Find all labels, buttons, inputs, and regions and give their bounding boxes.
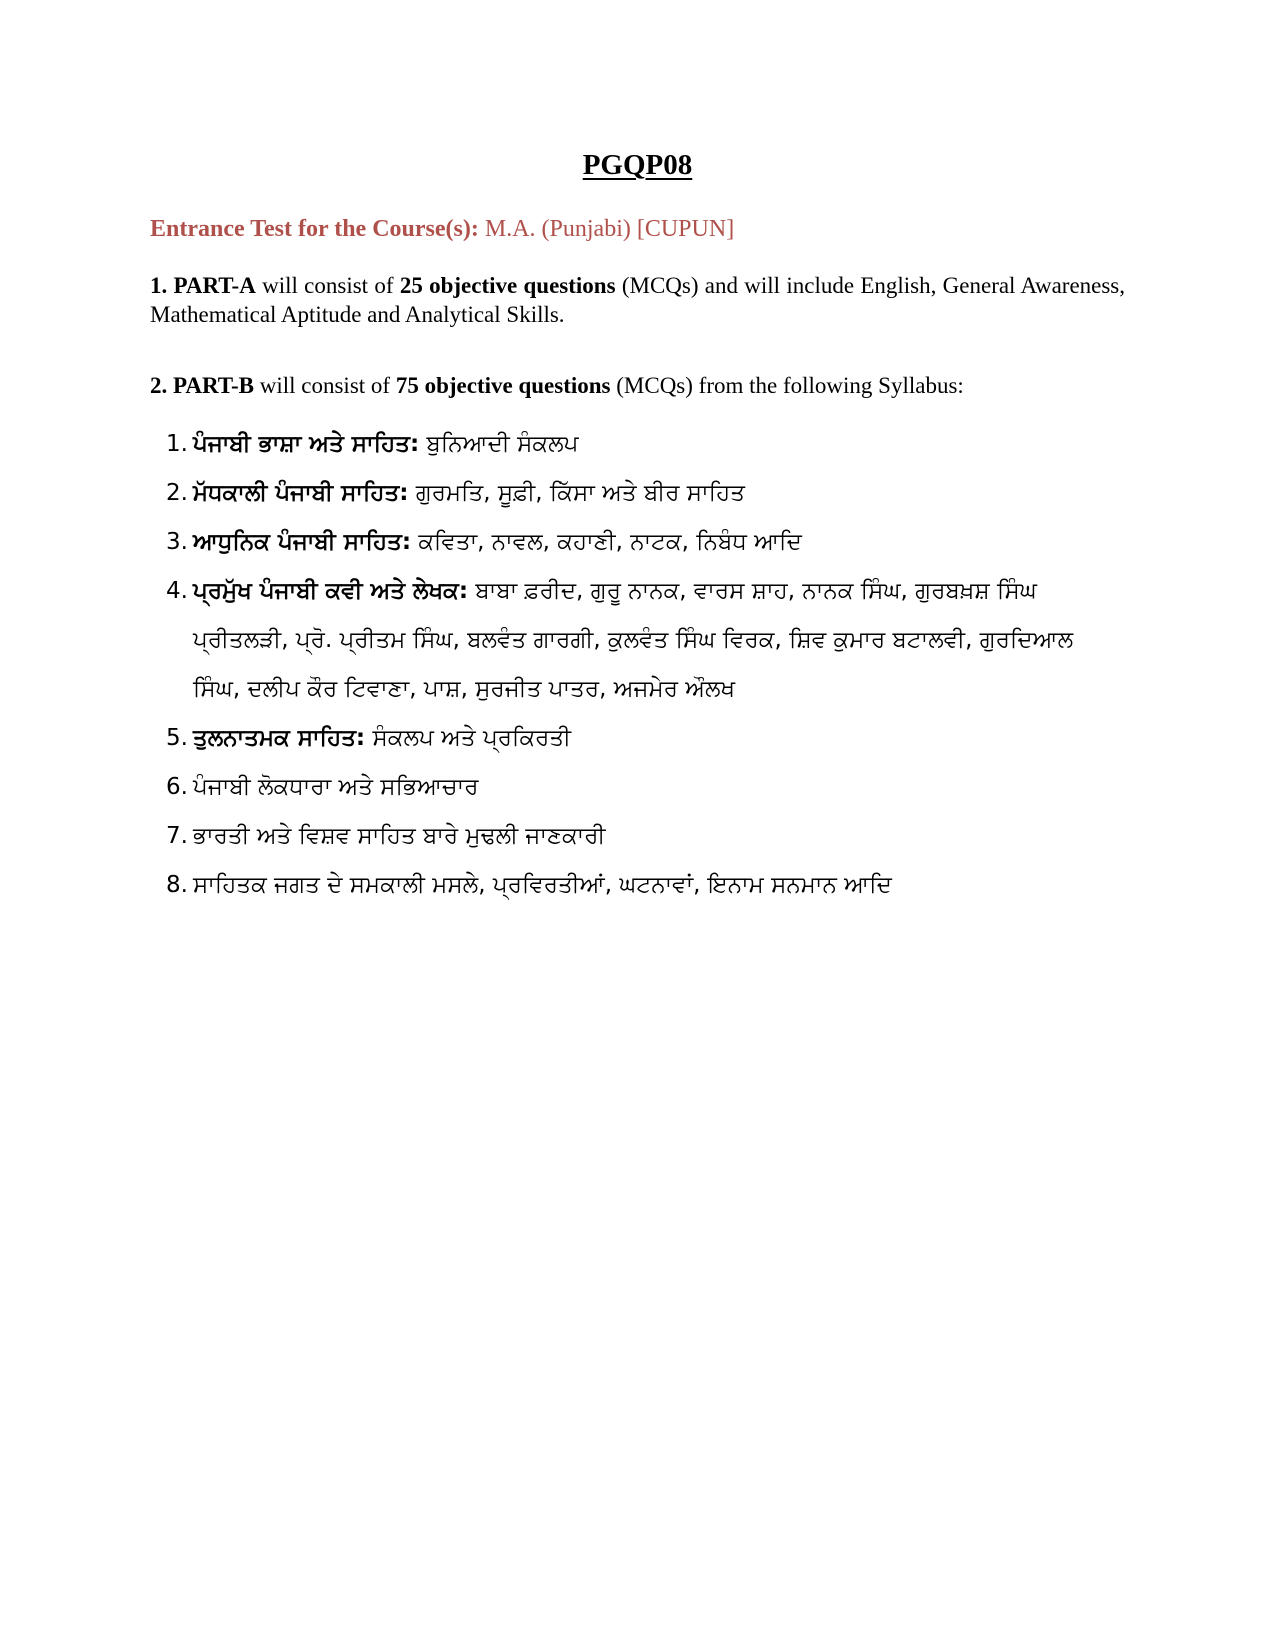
syllabus-item-detail: ਪੰਜਾਬੀ ਲੋਕਧਾਰਾ ਅਤੇ ਸਭਿਆਚਾਰ — [193, 774, 479, 800]
part-b-name: PART-B — [173, 373, 254, 398]
part-a-text-1: will consist of — [262, 273, 394, 298]
syllabus-item-number: 5. — [166, 725, 188, 751]
part-b-number: 2. — [150, 373, 168, 398]
syllabus-item-number: 4. — [166, 578, 188, 604]
syllabus-item-topic: ਪੰਜਾਬੀ ਭਾਸ਼ਾ ਅਤੇ ਸਾਹਿਤ: — [193, 431, 420, 457]
syllabus-item — [166, 518, 1126, 567]
syllabus-item — [166, 420, 1126, 469]
syllabus-item-number: 8. — [166, 872, 188, 898]
syllabus-item-detail: ਬੁਨਿਆਦੀ ਸੰਕਲਪ — [426, 431, 579, 457]
part-a-number: 1. — [150, 273, 168, 298]
syllabus-item-detail: ਕਵਿਤਾ, ਨਾਵਲ, ਕਹਾਣੀ, ਨਾਟਕ, ਨਿਬੰਧ ਆਦਿ — [418, 529, 802, 555]
syllabus-item-topic: ਤੁਲਨਾਤਮਕ ਸਾਹਿਤ: — [193, 725, 366, 751]
syllabus-item — [166, 763, 1126, 812]
paper-code-title: PGQP08 — [582, 149, 693, 181]
syllabus-item-detail: ਸੰਕਲਪ ਅਤੇ ਪ੍ਰਕਿਰਤੀ — [372, 725, 572, 751]
syllabus-item-number: 2. — [166, 480, 188, 506]
syllabus-item — [166, 469, 1126, 518]
syllabus-item — [166, 567, 1126, 714]
part-b-text-2: (MCQs) from the following Syllabus: — [616, 373, 964, 398]
syllabus-item — [166, 714, 1126, 763]
syllabus-item-detail: ਬਾਬਾ ਫ਼ਰੀਦ, ਗੁਰੂ ਨਾਨਕ, ਵਾਰਸ ਸ਼ਾਹ, ਨਾਨਕ ਸਿੰਘ, ਗੁਰਬਖ਼ਸ਼ ਸਿੰਘ ਪ੍ਰੀਤਲੜੀ, ਪ੍ਰੋ. ਪ੍ਰੀਤਮ ਸਿੰਘ, ਬਲਵੰਤ ਗਾਰਗੀ, ਕੁਲਵੰਤ ਸਿੰਘ ਵਿਰਕ, ਸ਼ਿਵ ਕੁਮਾਰ ਬਟਾਲਵੀ, ਗੁਰਦਿਆਲ ਸਿੰਘ, ਦਲੀਪ ਕੌਰ ਟਿਵਾਣਾ, ਪਾਸ਼, ਸੁਰਜੀਤ ਪਾਤਰ, ਅਜਮੇਰ ਔਲਖ — [193, 578, 1074, 702]
syllabus-item — [166, 812, 1126, 861]
part-b-question-count: 75 objective questions — [395, 373, 611, 398]
syllabus-item-number: 7. — [166, 823, 188, 849]
part-a-paragraph — [150, 271, 1125, 329]
syllabus-list — [166, 420, 1126, 910]
course-label: Entrance Test for the Course(s): — [150, 216, 479, 242]
syllabus-item-number: 1. — [166, 431, 188, 457]
syllabus-item-detail: ਗੁਰਮਤਿ, ਸੂਫ਼ੀ, ਕਿੱਸਾ ਅਤੇ ਬੀਰ ਸਾਹਿਤ — [415, 480, 745, 506]
part-b-paragraph — [150, 371, 1125, 400]
part-a-name: PART-A — [173, 273, 256, 298]
syllabus-item-topic: ਪ੍ਰਮੁੱਖ ਪੰਜਾਬੀ ਕਵੀ ਅਤੇ ਲੇਖਕ: — [193, 578, 469, 604]
syllabus-item-number: 3. — [166, 529, 188, 555]
syllabus-item-number: 6. — [166, 774, 188, 800]
syllabus-item-topic: ਮੱਧਕਾਲੀ ਪੰਜਾਬੀ ਸਾਹਿਤ: — [193, 480, 409, 506]
syllabus-item-detail: ਸਾਹਿਤਕ ਜਗਤ ਦੇ ਸਮਕਾਲੀ ਮਸਲੇ, ਪ੍ਰਵਿਰਤੀਆਂ, ਘਟਨਾਵਾਂ, ਇਨਾਮ ਸਨਮਾਨ ਆਦਿ — [193, 872, 892, 898]
course-line — [150, 215, 1130, 244]
part-b-text-1: will consist of — [259, 373, 391, 398]
syllabus-item-detail: ਭਾਰਤੀ ਅਤੇ ਵਿਸ਼ਵ ਸਾਹਿਤ ਬਾਰੇ ਮੁਢਲੀ ਜਾਣਕਾਰੀ — [193, 823, 606, 849]
syllabus-item-topic: ਆਧੁਨਿਕ ਪੰਜਾਬੀ ਸਾਹਿਤ: — [193, 529, 412, 555]
course-value: M.A. (Punjabi) [CUPUN] — [484, 216, 735, 242]
part-a-text-2: (MCQs) and will include English, General Awareness, Mathematical Aptitude and Analytical Skills. — [150, 273, 1126, 327]
part-a-question-count: 25 objective questions — [399, 273, 616, 298]
syllabus-item — [166, 861, 1126, 910]
